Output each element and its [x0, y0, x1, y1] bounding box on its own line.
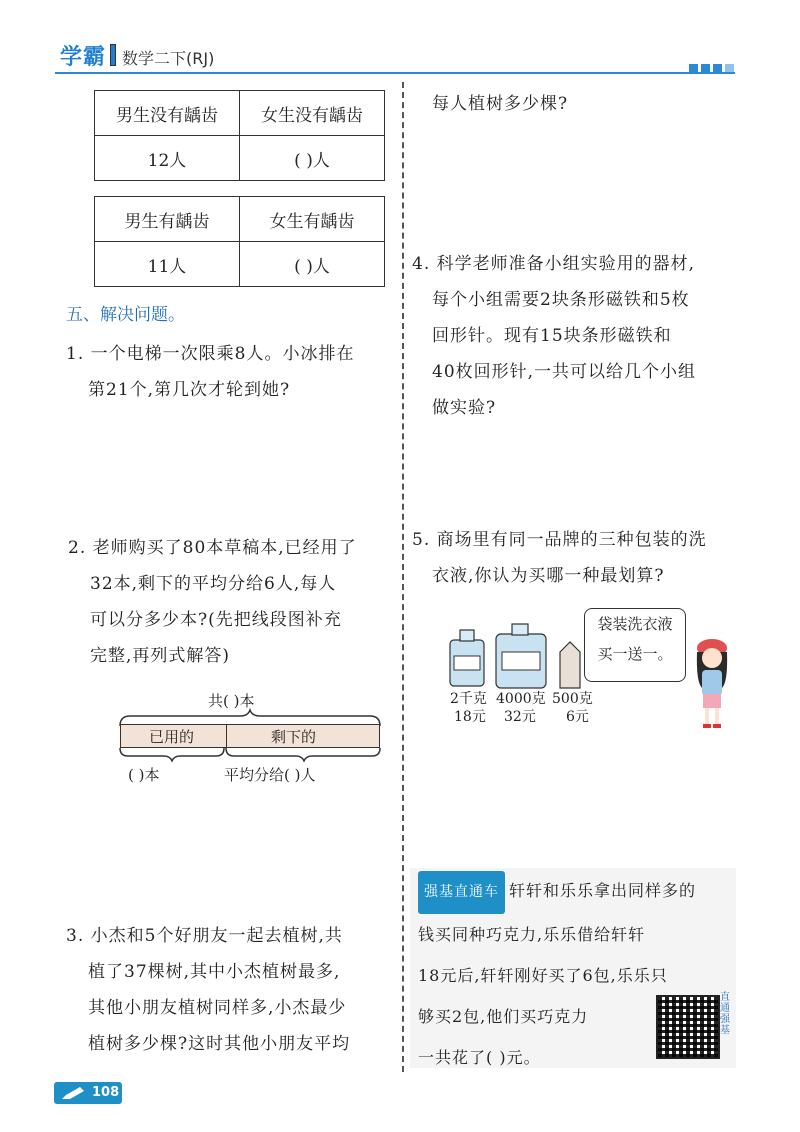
q5-line: 衣液,你认为买哪一种最划算?: [432, 566, 665, 586]
girl-illustration-icon: [686, 630, 738, 730]
q1-line: 第21个,第几次才轮到她?: [88, 380, 291, 400]
bubble-line: 买一送一。: [597, 645, 673, 663]
header-rule: [55, 72, 735, 74]
question-2: [68, 530, 357, 674]
diagram-total-label: 共( )本: [208, 692, 255, 710]
qiangji-line: 18元后,轩轩刚好买了6包,乐乐只: [418, 966, 668, 985]
diagram-remaining-label: 剩下的: [271, 728, 317, 746]
page-number-badge: [54, 1082, 122, 1104]
qr-code-icon[interactable]: [656, 995, 720, 1059]
diagram-bottom-left: ( )本: [128, 766, 160, 784]
q4-line: 40枚回形针,一共可以给几个小组: [432, 362, 697, 382]
table-cell-blank: ( )人: [240, 242, 385, 287]
table-cell: 11人: [95, 242, 240, 287]
page-number: 108: [92, 1085, 120, 1100]
table-no-caries: [94, 90, 385, 181]
q4-line: 做实验?: [432, 398, 497, 418]
question-3-continued: 每人植树多少棵?: [432, 94, 569, 114]
table-header: 男生有龋齿: [95, 197, 240, 242]
q3-line: 其他小朋友植树同样多,小杰最少: [88, 998, 347, 1018]
product-weight: 4000克: [496, 691, 546, 707]
q3-line: 植了37棵树,其中小杰植树最多,: [88, 962, 341, 982]
product-weight: 2千克: [450, 691, 487, 707]
product-bag: [552, 690, 593, 726]
table-cell-blank: ( )人: [240, 136, 385, 181]
bubble-line: 袋装洗衣液: [597, 615, 673, 633]
question-3: [66, 918, 350, 1062]
diagram-used-label: 已用的: [149, 728, 195, 746]
qiangji-tag: 强基直通车: [418, 871, 505, 914]
qiangji-line: 一共花了( )元。: [418, 1048, 541, 1067]
product-large-bottle: [496, 690, 546, 726]
column-divider: [402, 82, 404, 1072]
speech-bubble: [584, 608, 686, 682]
table-header: 男生没有龋齿: [95, 91, 240, 136]
table-header: 女生有龋齿: [240, 197, 385, 242]
section-title: 五、解决问题。: [66, 305, 185, 325]
brand-logo-text: 学霸: [60, 45, 107, 70]
q4-line: 每个小组需要2块条形磁铁和5枚: [432, 290, 690, 310]
product-price: 32元: [504, 709, 536, 725]
q4-line: 4. 科学老师准备小组实验用的器材,: [412, 254, 696, 274]
qiangji-line: 够买2包,他们买巧克力: [418, 1007, 589, 1026]
table-caries: [94, 196, 385, 287]
q2-line: 可以分多少本?(先把线段图补充: [90, 610, 342, 630]
table-header: 女生没有龋齿: [240, 91, 385, 136]
header-squares-icon: [686, 58, 734, 77]
q2-line: 32本,剩下的平均分给6人,每人: [90, 574, 337, 594]
product-small-bottle: [450, 690, 487, 726]
q3-line: 3. 小杰和5个好朋友一起去植树,共: [66, 926, 343, 946]
diagram-bottom-braces: [118, 746, 382, 762]
q4-line: 回形针。现有15块条形磁铁和: [432, 326, 672, 346]
q2-line: 2. 老师购买了80本草稿本,已经用了: [68, 538, 357, 558]
product-price: 18元: [454, 709, 486, 725]
q3-line: 植树多少棵?这时其他小朋友平均: [88, 1034, 351, 1054]
question-5: [412, 522, 707, 594]
qr-label: 直通强基: [720, 992, 730, 1036]
product-weight: 500克: [552, 691, 593, 707]
question-4: [412, 246, 696, 426]
diagram-bottom-right: 平均分给( )人: [224, 766, 316, 784]
q2-line: 完整,再列式解答): [90, 646, 231, 666]
q1-line: 1. 一个电梯一次限乘8人。小冰排在: [66, 344, 355, 364]
product-price: 6元: [566, 709, 589, 725]
question-1: [66, 336, 354, 408]
qiangji-line: 钱买同种巧克力,乐乐借给轩轩: [418, 925, 646, 944]
table-cell: 12人: [95, 136, 240, 181]
q5-line: 5. 商场里有同一品牌的三种包装的洗: [412, 530, 707, 550]
diagram-bar: [120, 724, 380, 748]
detergent-products-icon: [446, 622, 586, 690]
qiangji-line: 轩轩和乐乐拿出同样多的: [509, 881, 697, 900]
book-title: 数学二下(RJ): [122, 49, 215, 68]
pencil-icon: [60, 1085, 86, 1101]
brand-logo: [60, 40, 122, 71]
